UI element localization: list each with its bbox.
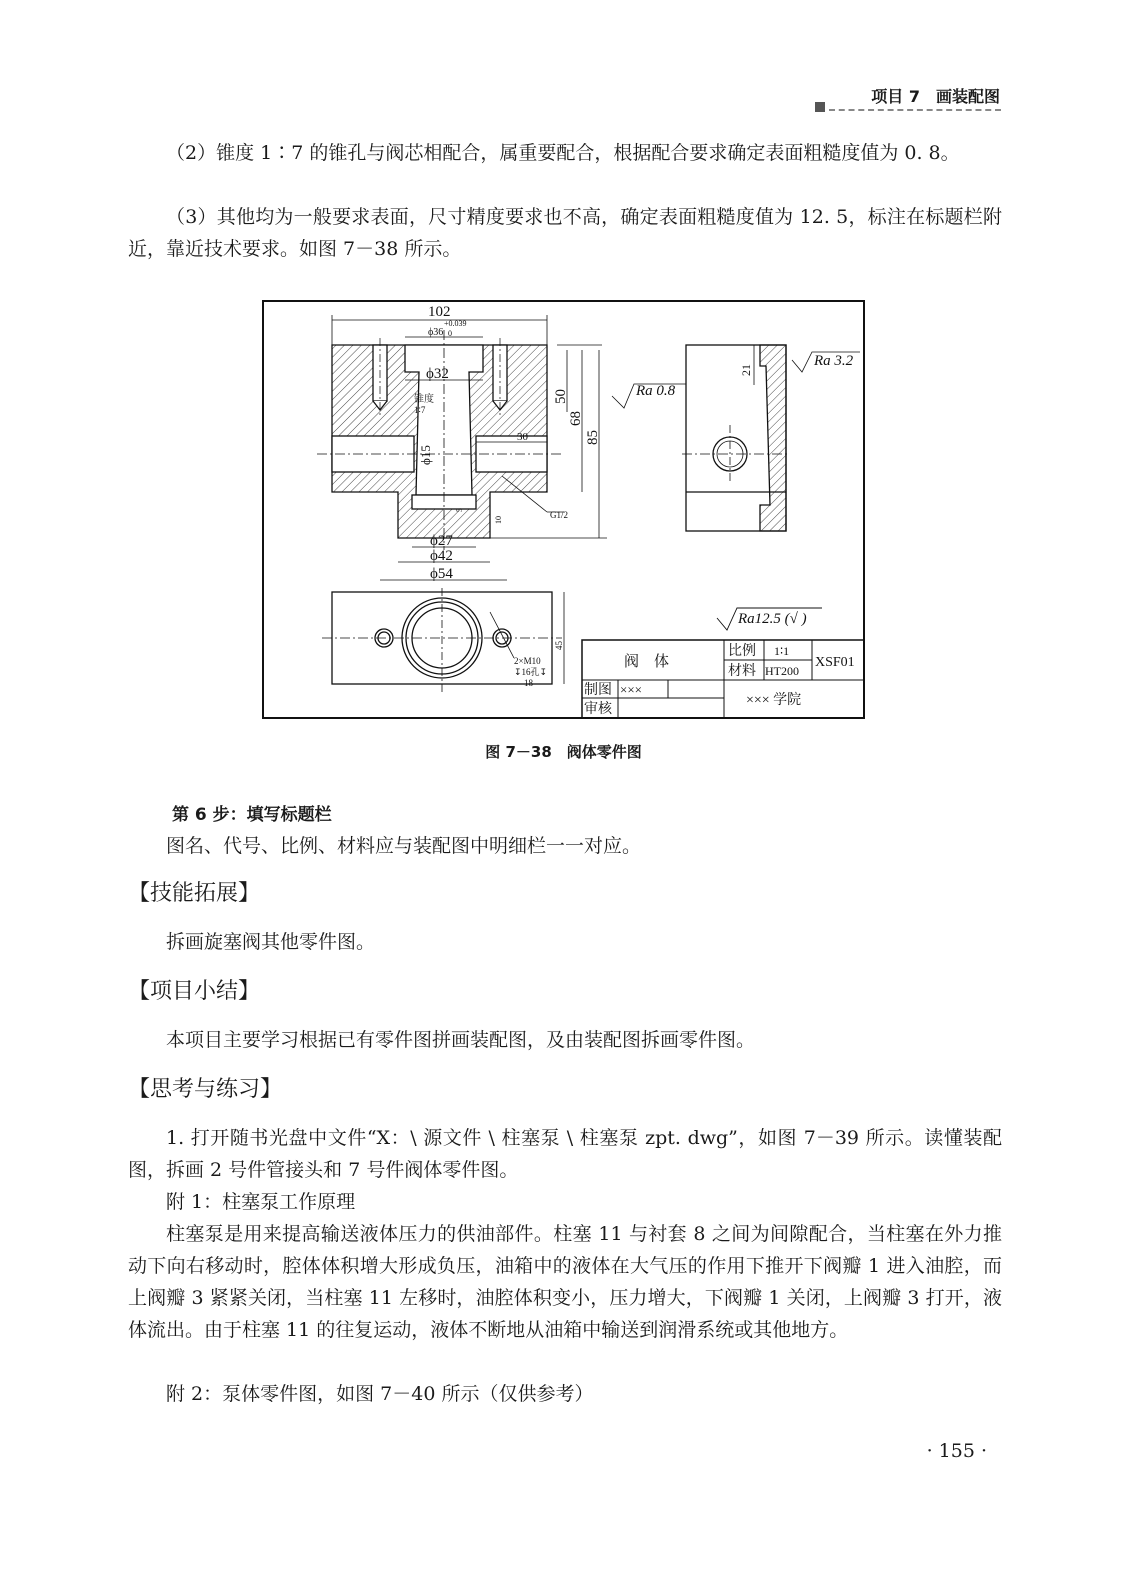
skill-heading: 【技能拓展】 xyxy=(128,881,261,906)
roughness-ra32: Ra 3.2 xyxy=(814,353,854,369)
dim-32: ϕ32 xyxy=(426,366,449,382)
figure-caption: 图 7－38 阀体零件图 xyxy=(485,743,642,761)
tb-part-name: 阀 体 xyxy=(624,654,670,670)
header-rule xyxy=(815,102,1001,112)
tb-scale-value: 1∶1 xyxy=(774,644,790,658)
dim-102: 102 xyxy=(428,304,451,320)
dim-15: ϕ15 xyxy=(418,445,433,465)
dim-45: 45 xyxy=(554,641,564,650)
appendix2: 附 2：泵体零件图，如图 7－40 所示（仅供参考） xyxy=(166,1383,594,1405)
practice-q1: 1. 打开随书光盘中文件“X：\ 源文件 \ 柱塞泵 \ 柱塞泵 zpt. dwg”，如图 7－39 所示。读懂装配图，拆画 2 号件管接头和 7 号件阀体零件图。 xyxy=(128,1127,1002,1181)
skill-text: 拆画旋塞阀其他零件图。 xyxy=(166,931,376,953)
dim-36-tol-low: 0 xyxy=(448,329,452,338)
hole-m10-depth: ↧16孔↧ xyxy=(514,667,548,677)
roughness-ra125: Ra12.5 (√ ) xyxy=(738,611,807,627)
dim-85: 85 xyxy=(585,430,601,445)
running-header: 项目 7 画装配图 xyxy=(871,87,1000,106)
tb-material-label: 材料 xyxy=(728,664,756,679)
practice-heading: 【思考与练习】 xyxy=(128,1077,283,1102)
tb-code: XSF01 xyxy=(815,655,855,670)
dim-42: ϕ42 xyxy=(430,548,453,564)
dim-27: ϕ27 xyxy=(430,533,453,549)
step6-text: 图名、代号、比例、材料应与装配图中明细栏一一对应。 xyxy=(166,835,642,857)
dim-21: 21 xyxy=(739,364,753,376)
tb-scale-label: 比例 xyxy=(728,644,756,659)
paragraph-roughness-taper: （2）锥度 1∶7 的锥孔与阀芯相配合，属重要配合，根据配合要求确定表面粗糙度值为 0. 8。 xyxy=(166,142,960,164)
thread-g12: G1/2 xyxy=(550,510,568,520)
title-block xyxy=(582,640,864,718)
tb-review-label: 审核 xyxy=(584,702,612,717)
hole-m10-18: 18 xyxy=(524,678,533,688)
summary-text: 本项目主要学习根据已有零件图拼画装配图，及由装配图拆画零件图。 xyxy=(166,1029,756,1051)
taper-label: 锥度 xyxy=(414,394,434,405)
side-view xyxy=(682,345,790,531)
summary-heading: 【项目小结】 xyxy=(128,979,261,1004)
tb-school: ××× 学院 xyxy=(746,693,802,708)
appendix1-title: 附 1：柱塞泵工作原理 xyxy=(166,1191,356,1213)
dim-36-tol-up: +0.039 xyxy=(444,319,467,328)
dim-5: 5 xyxy=(455,508,464,512)
roughness-ra08: Ra 0.8 xyxy=(636,383,676,399)
tb-drawn-value: ××× xyxy=(620,682,642,697)
step6-title: 第 6 步：填写标题栏 xyxy=(172,805,332,825)
drawing-svg xyxy=(262,300,866,720)
dim-50: 50 xyxy=(553,389,569,404)
appendix1-text: 柱塞泵是用来提高输送液体压力的供油部件。柱塞 11 与衬套 8 之间为间隙配合，当柱塞在外力推动下向右移动时，腔体体积增大形成负压，油箱中的液体在大气压的作用下推开下阀瓣 1 进入油腔，而上阀瓣 3 紧紧关闭，当柱塞 11 左移时，油腔体积变小，压力增大，下阀瓣 1 关闭，上阀瓣 3 打开，液体流出。由于柱塞 11 的往复运动，液体不断地从油箱中输送到润滑系统或其他地方。 xyxy=(128,1223,1002,1341)
tb-drawn-label: 制图 xyxy=(584,683,612,698)
dim-68: 68 xyxy=(568,411,584,426)
valve-body-drawing xyxy=(262,300,866,724)
taper-ratio: 1∶7 xyxy=(414,405,426,415)
dim-30: 30 xyxy=(517,431,528,443)
dim-54: ϕ54 xyxy=(430,566,453,582)
dim-36: ϕ36 xyxy=(428,327,444,338)
paragraph-roughness-general: （3）其他均为一般要求表面，尺寸精度要求也不高，确定表面粗糙度值为 12. 5，标注在标题栏附近，靠近技术要求。如图 7－38 所示。 xyxy=(128,206,1002,260)
hole-m10: 2×M10 xyxy=(514,656,541,666)
page-number: · 155 · xyxy=(926,1440,987,1462)
dim-10: 10 xyxy=(494,516,503,524)
tb-material-value: HT200 xyxy=(765,664,799,678)
